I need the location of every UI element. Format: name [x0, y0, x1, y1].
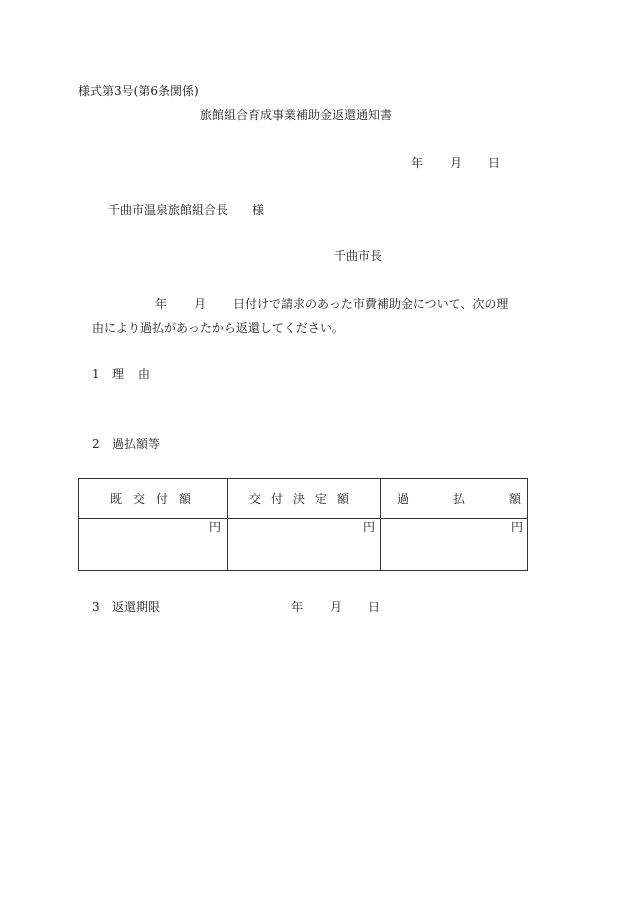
overpayment-table	[78, 478, 566, 571]
table-unit: 円	[209, 520, 222, 534]
date-month-label: 月	[450, 156, 463, 170]
sender-name: 千曲市長	[334, 249, 383, 263]
body-month-label: 月	[194, 297, 207, 311]
body-text-line1: 日付けで請求のあった市費補助金について、次の理	[233, 297, 509, 311]
section-title-deadline: 返還期限	[112, 600, 161, 614]
form-number-label: 様式第3号(第6条関係)	[78, 84, 199, 98]
deadline-year-label: 年	[291, 600, 304, 614]
addressee: 千曲市温泉旅館組合長 様	[108, 203, 265, 217]
date-day-label: 日	[488, 156, 501, 170]
table-unit: 円	[511, 520, 524, 534]
table-header-overpaid: 過払額	[397, 492, 566, 506]
section-number: 3	[92, 600, 100, 614]
section-title-overpayment: 過払額等	[112, 437, 161, 451]
section-number: 1	[92, 367, 100, 381]
deadline-month-label: 月	[330, 600, 343, 614]
table-divider	[227, 479, 228, 570]
date-year-label: 年	[411, 156, 424, 170]
body-year-label: 年	[155, 297, 168, 311]
section-title-reason: 理由	[112, 367, 165, 381]
table-header-decided: 交付決定額	[249, 492, 360, 506]
section-number: 2	[92, 437, 100, 451]
table-divider	[79, 518, 527, 519]
document-title: 旅館組合育成事業補助金返還通知書	[200, 108, 393, 122]
table-unit: 円	[363, 520, 376, 534]
body-text-line2: 由により過払があったから返還してください。	[92, 321, 344, 335]
table-header-granted: 既交付額	[110, 492, 203, 506]
deadline-day-label: 日	[368, 600, 381, 614]
table-divider	[380, 479, 381, 570]
